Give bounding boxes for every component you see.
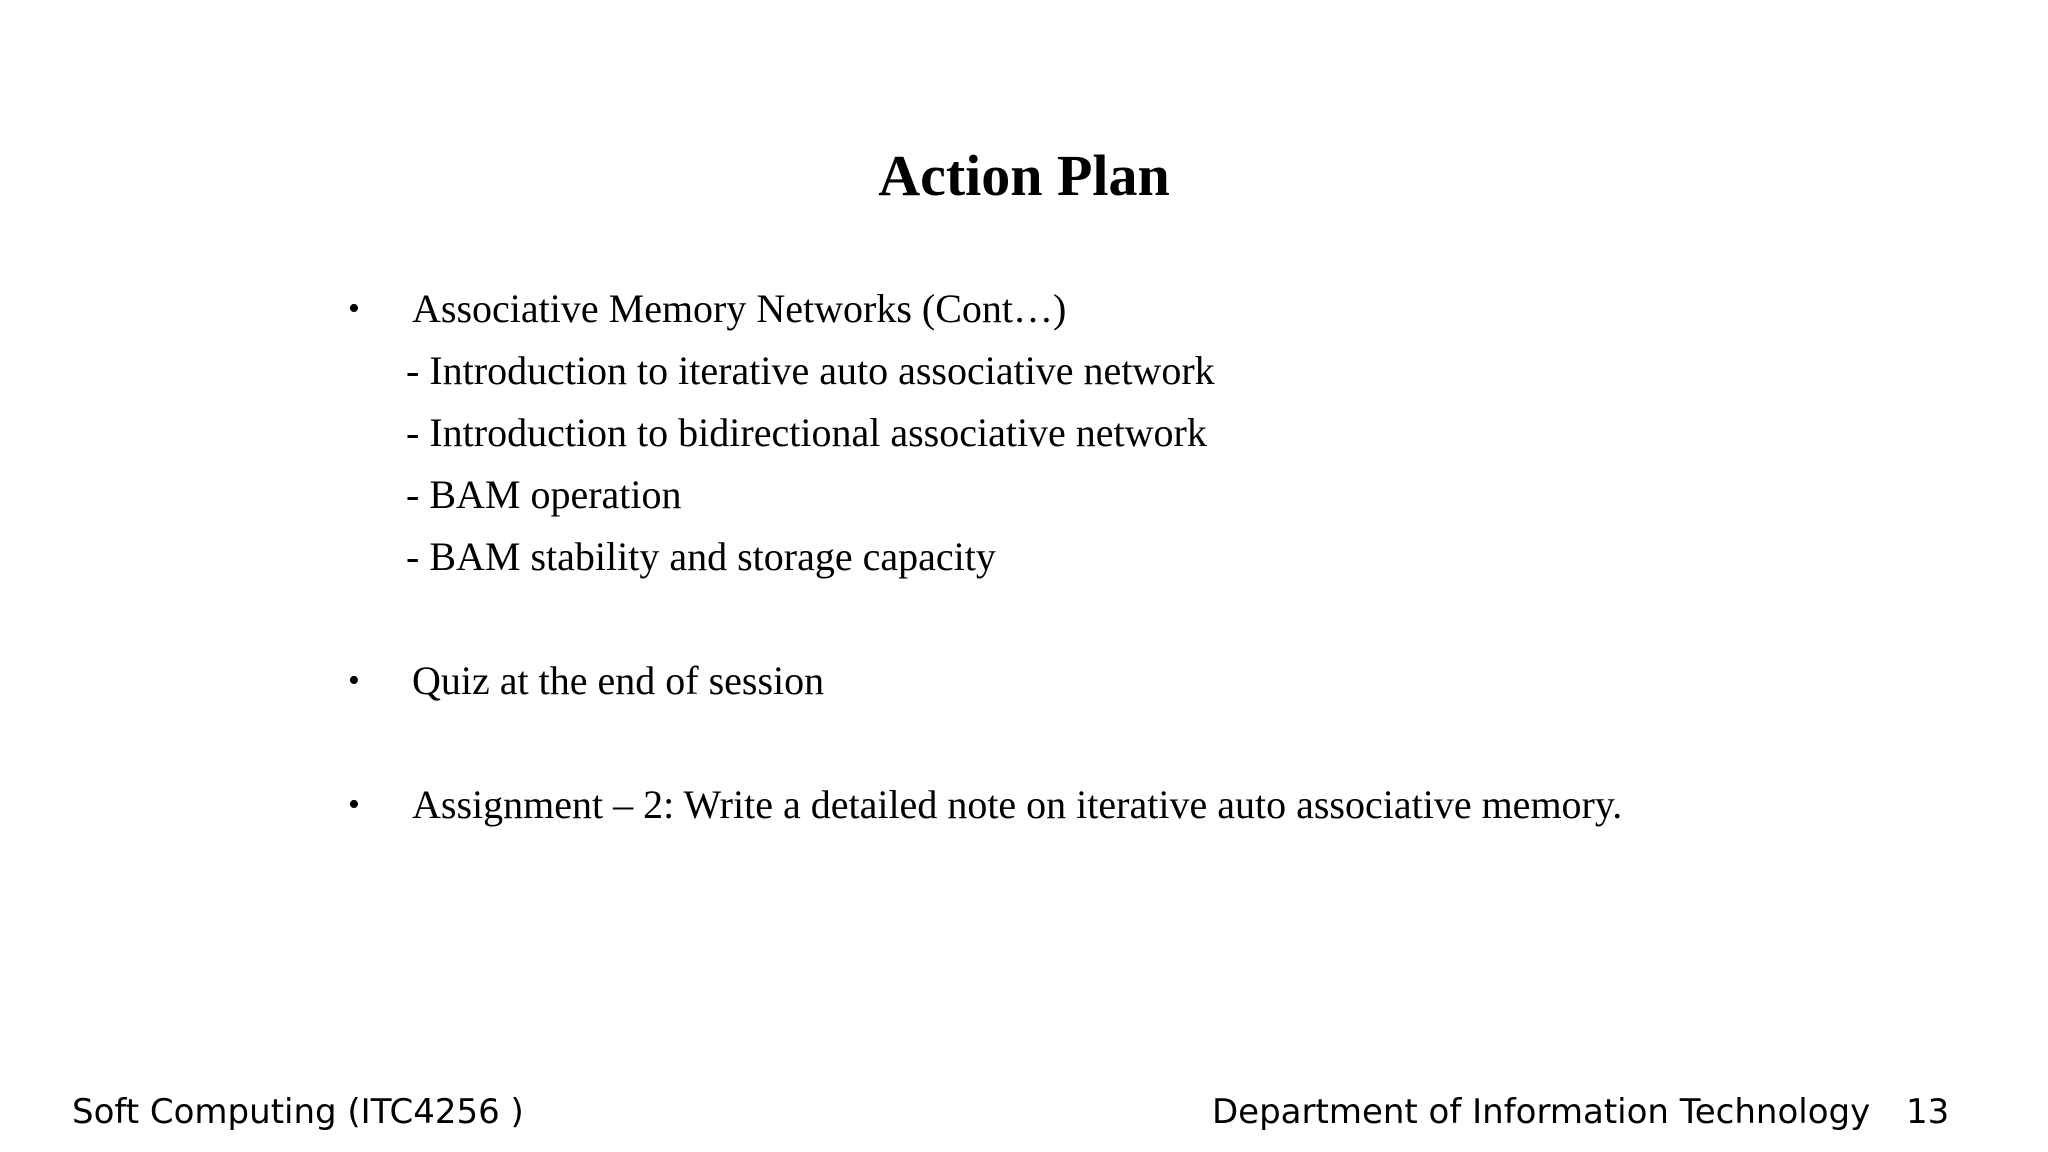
footer-department: Department of Information Technology: [1212, 1092, 1871, 1132]
bullet-text: Associative Memory Networks (Cont…): [412, 286, 1067, 331]
slide-content: [346, 278, 1996, 836]
bullet-text: Quiz at the end of session: [412, 658, 825, 703]
spacer: [346, 712, 1996, 774]
bullet-icon: •: [348, 290, 360, 327]
bullet-icon: •: [348, 786, 360, 823]
bullet-icon: •: [348, 662, 360, 699]
footer-page-number: 13: [1906, 1092, 1950, 1132]
spacer: [346, 588, 1996, 650]
bullet-item: [346, 774, 1996, 836]
sub-item: - BAM operation: [406, 472, 682, 517]
sub-item: - Introduction to iterative auto associative network: [406, 348, 1215, 393]
slide-title: Action Plan: [878, 143, 1170, 208]
bullet-item: [346, 278, 1996, 340]
sub-item: - BAM stability and storage capacity: [406, 534, 996, 579]
bullet-item: [346, 650, 1996, 712]
footer-course: Soft Computing (ITC4256 ): [72, 1092, 524, 1132]
sub-item: - Introduction to bidirectional associative network: [406, 410, 1207, 455]
bullet-text: Assignment – 2: Write a detailed note on iterative auto associative memory.: [412, 782, 1623, 827]
